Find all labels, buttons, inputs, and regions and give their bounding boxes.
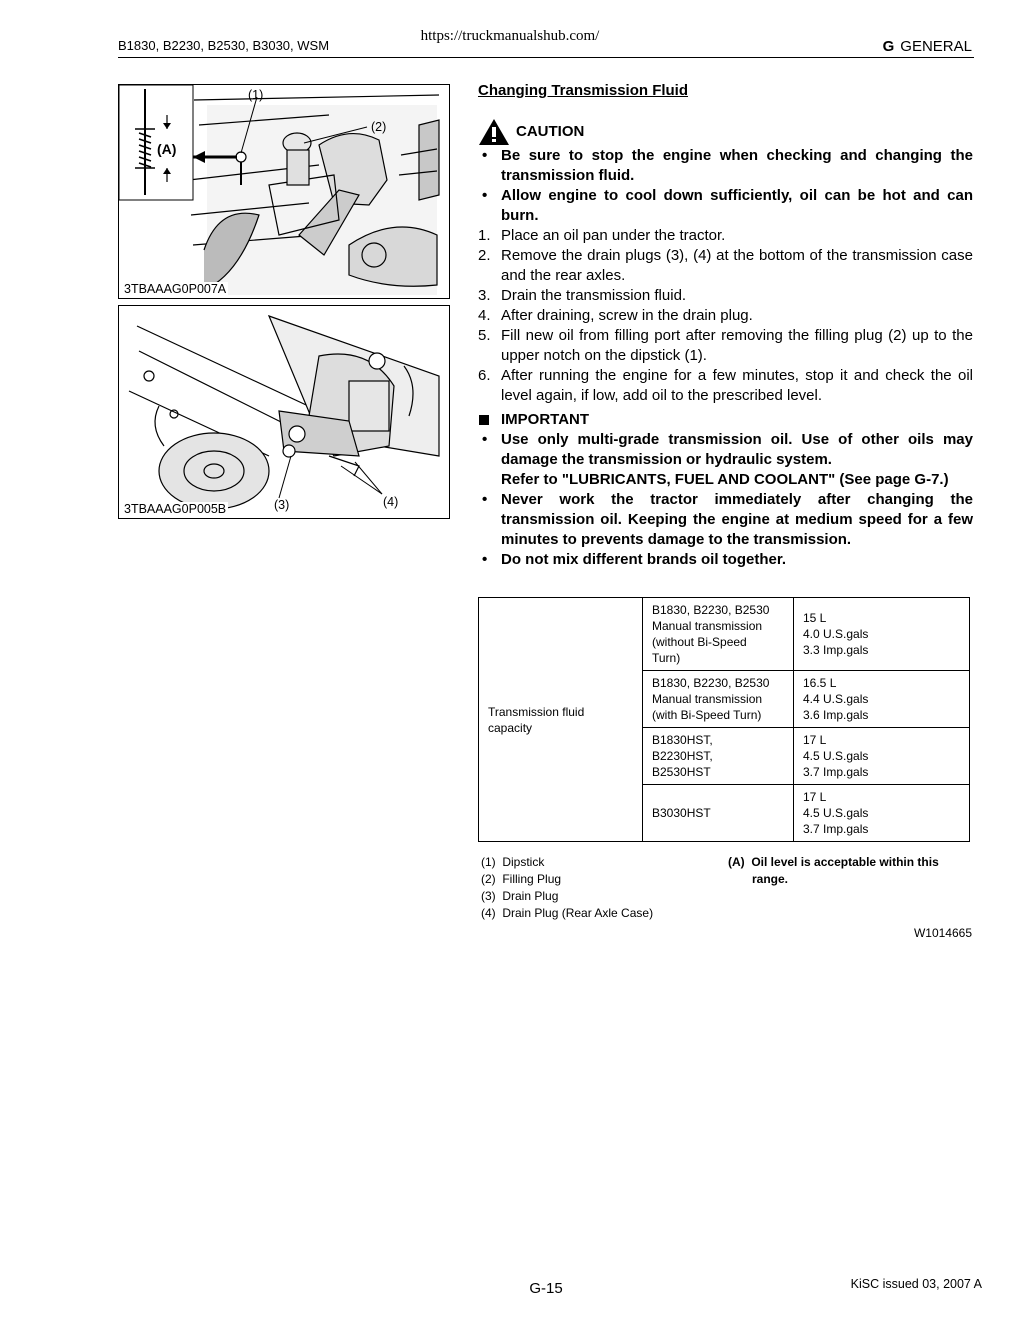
header-section	[883, 38, 972, 55]
legend-item: (2) Filling Plug	[481, 872, 562, 886]
figure-dipstick	[118, 84, 450, 299]
drain-plug-illustration	[119, 306, 449, 518]
value-cell: 17 L 4.5 U.S.gals 3.7 Imp.gals	[794, 785, 970, 842]
label-1: (1)	[248, 88, 264, 102]
value-cell: 17 L 4.5 U.S.gals 3.7 Imp.gals	[794, 728, 970, 785]
section-title: Changing Transmission Fluid	[478, 82, 689, 99]
header-models: B1830, B2230, B2530, B3030, WSM	[118, 38, 330, 53]
caution-heading	[478, 118, 973, 146]
step-item: 4. After draining, screw in the drain plug.	[478, 307, 753, 324]
page-number: G-15	[529, 1280, 563, 1297]
legend-item: (3) Drain Plug	[481, 889, 559, 903]
figure-caption: 3TBAAAG0P007A	[124, 282, 227, 296]
source-url: https://truckmanualshub.com/	[420, 28, 600, 44]
value-cell: 16.5 L 4.4 U.S.gals 3.6 Imp.gals	[794, 671, 970, 728]
caution-item: • Be sure to stop the engine when checking and changing the transmission fluid.	[482, 147, 973, 184]
model-cell: B1830, B2230, B2530 Manual transmission (with Bi-Speed Turn)	[643, 671, 794, 728]
figure-caption: 3TBAAAG0P005B	[124, 502, 227, 516]
important-item: • Use only multi-grade transmission oil. Use of other oils may damage the transmission or hydraulic system. Refer to "LUBRICANTS, FUEL AND COOLANT" (See page G-7.)	[482, 431, 973, 488]
row-header-cell: Transmission fluid capacity	[479, 598, 643, 842]
label-4: (4)	[383, 495, 399, 509]
section-name: GENERAL	[900, 38, 972, 55]
reference-text: Refer to "LUBRICANTS, FUEL AND COOLANT" (See page G-7.)	[501, 471, 949, 488]
value-cell: 15 L 4.0 U.S.gals 3.3 Imp.gals	[794, 598, 970, 671]
legend-item: (1) Dipstick	[481, 855, 545, 869]
model-cell: B1830, B2230, B2530 Manual transmission (without Bi-Speed Turn)	[643, 598, 794, 671]
warning-triangle-icon	[478, 118, 510, 146]
step-item: 3. Drain the transmission fluid.	[478, 287, 687, 304]
legend-note: (A) Oil level is acceptable within this range.	[728, 855, 939, 886]
section-letter: G	[882, 38, 895, 55]
document-code: W1014665	[913, 926, 972, 940]
label-a: (A)	[157, 141, 177, 157]
step-item: 2. Remove the drain plugs (3), (4) at the bottom of the transmission case and the rear axles.	[478, 247, 973, 284]
legend-list	[481, 854, 721, 922]
legend-item: (4) Drain Plug (Rear Axle Case)	[481, 906, 654, 920]
table-row	[479, 598, 970, 671]
important-item: • Do not mix different brands oil together.	[482, 551, 787, 568]
square-bullet-icon	[479, 415, 489, 425]
step-item: 5. Fill new oil from filling port after removing the filling plug (2) up to the upper notch on the dipstick (1).	[478, 327, 973, 364]
label-2: (2)	[371, 120, 387, 134]
label-3: (3)	[274, 498, 290, 512]
instruction-list	[478, 146, 973, 570]
step-item: 6. After running the engine for a few minutes, stop it and check the oil level again, if low, add oil to the prescribed level.	[478, 367, 973, 404]
dipstick-illustration	[119, 85, 449, 298]
header-rule	[118, 57, 974, 58]
model-cell: B1830HST, B2230HST, B2530HST	[643, 728, 794, 785]
caution-label: CAUTION	[516, 122, 585, 140]
capacity-table	[478, 597, 970, 842]
step-item: 1. Place an oil pan under the tractor.	[478, 227, 726, 244]
model-cell: B3030HST	[643, 785, 794, 842]
important-heading: IMPORTANT	[478, 410, 973, 430]
figure-drain-plugs	[118, 305, 450, 519]
caution-item: • Allow engine to cool down sufficiently, oil can be hot and can burn.	[482, 187, 973, 224]
important-item: • Never work the tractor immediately after changing the transmission oil. Keeping the engine at medium speed for a few minutes to prevents damage to the transmission.	[482, 491, 973, 548]
issue-info: KiSC issued 03, 2007 A	[850, 1277, 982, 1291]
